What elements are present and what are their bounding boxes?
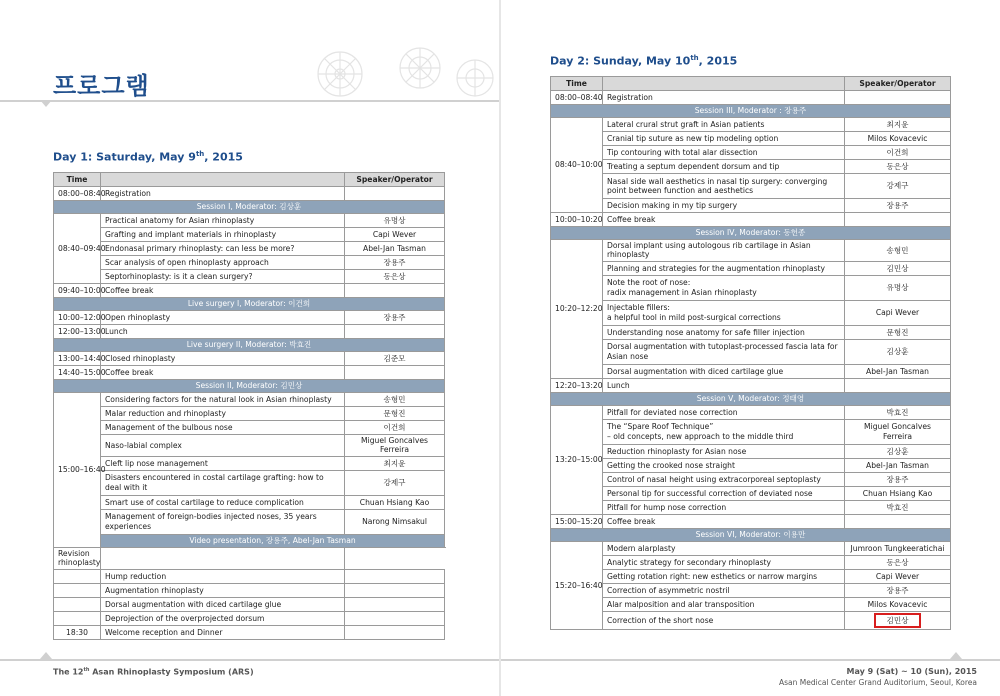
- session-label: Live surgery I, Moderator: 이건희: [54, 298, 445, 311]
- time-cell: 15:00–15:20: [551, 514, 603, 528]
- speaker-cell: 동은상: [345, 270, 445, 284]
- speaker-cell: [345, 569, 445, 583]
- speaker-cell: [345, 583, 445, 597]
- title-cell: Injectable fillers: a helpful tool in mild post-surgical corrections: [603, 300, 845, 325]
- title-cell: Lunch: [101, 325, 345, 339]
- table-row: [551, 458, 951, 472]
- title-cell: Treating a septum dependent dorsum and tip: [603, 160, 845, 174]
- speaker-cell: 장용주: [345, 256, 445, 270]
- title-cell: Endonasal primary rhinoplasty: can less be more?: [101, 242, 345, 256]
- time-cell: 15:00–16:40: [54, 393, 101, 548]
- table-row: [551, 611, 951, 629]
- speaker-cell: [845, 514, 951, 528]
- table-row: [54, 597, 445, 611]
- speaker-cell: 김민상: [845, 261, 951, 275]
- speaker-cell: [345, 625, 445, 639]
- title-cell: Nasal side wall aesthetics in nasal tip surgery: converging point between function and aesthetics: [603, 174, 845, 199]
- title-cell: Welcome reception and Dinner: [101, 625, 345, 639]
- speaker-cell: Milos Kovacevic: [845, 597, 951, 611]
- table-row: [551, 472, 951, 486]
- title-cell: Registration: [603, 91, 845, 105]
- title-cell: Correction of asymmetric nostril: [603, 583, 845, 597]
- title-cell: Understanding nose anatomy for safe filler injection: [603, 325, 845, 339]
- footer-dates: May 9 (Sat) ~ 10 (Sun), 2015: [846, 667, 977, 676]
- speaker-cell: Miguel Goncalves Ferreira: [345, 435, 445, 457]
- table-row: [54, 366, 445, 380]
- table-row: [54, 583, 445, 597]
- table-row: [551, 514, 951, 528]
- speaker-cell: 장용주: [845, 472, 951, 486]
- speaker-cell: 김상훈: [845, 339, 951, 364]
- table-row: [54, 393, 445, 407]
- table-row: [54, 611, 445, 625]
- title-cell: Analytic strategy for secondary rhinoplasty: [603, 555, 845, 569]
- title-header: [101, 173, 345, 187]
- title-cell: Management of foreign-bodies injected noses, 35 years experiences: [101, 509, 345, 534]
- title-cell: Dorsal implant using autologous rib cartilage in Asian rhinoplasty: [603, 240, 845, 262]
- table-row: [54, 495, 445, 509]
- speaker-cell: Capi Wever: [345, 228, 445, 242]
- time-header: Time: [54, 173, 101, 187]
- table-row: [54, 569, 445, 583]
- title-cell: Lunch: [603, 378, 845, 392]
- table-row: [551, 132, 951, 146]
- table-row: [551, 91, 951, 105]
- speaker-cell: Capi Wever: [845, 300, 951, 325]
- title-cell: Modern alarplasty: [603, 541, 845, 555]
- table-row: [551, 364, 951, 378]
- title-cell: Revision rhinoplasty: [54, 547, 101, 569]
- speaker-cell: Chuan Hsiang Kao: [845, 486, 951, 500]
- title-cell: Pitfall for hump nose correction: [603, 500, 845, 514]
- page-fold: [499, 0, 501, 696]
- title-cell: Open rhinoplasty: [101, 311, 345, 325]
- time-cell: [54, 597, 101, 611]
- day2-schedule-table: [550, 76, 951, 630]
- title-cell: Reduction rhinoplasty for Asian nose: [603, 444, 845, 458]
- day1-schedule-table: [53, 172, 445, 640]
- table-row: [54, 214, 445, 228]
- speaker-cell: 김상훈: [845, 444, 951, 458]
- time-cell: 10:00–10:20: [551, 213, 603, 227]
- time-cell: 18:30: [54, 625, 101, 639]
- time-cell: 09:40–10:00: [54, 284, 101, 298]
- table-row: [551, 325, 951, 339]
- title-cell: Getting the crooked nose straight: [603, 458, 845, 472]
- title-cell: Grafting and implant materials in rhinoplasty: [101, 228, 345, 242]
- speaker-cell: 장용주: [845, 199, 951, 213]
- title-cell: Coffee break: [603, 213, 845, 227]
- table-row: [54, 352, 445, 366]
- title-cell: Planning and strategies for the augmentation rhinoplasty: [603, 261, 845, 275]
- title-cell: Personal tip for successful correction of deviated nose: [603, 486, 845, 500]
- title-cell: Alar malposition and alar transposition: [603, 597, 845, 611]
- table-row: [551, 146, 951, 160]
- time-cell: 14:40–15:00: [54, 366, 101, 380]
- session-header-row: [54, 339, 445, 352]
- table-row: [551, 118, 951, 132]
- speaker-cell: [345, 611, 445, 625]
- title-cell: Septorhinoplasty: is it a clean surgery?: [101, 270, 345, 284]
- table-row: [54, 407, 445, 421]
- speaker-cell: 장용주: [345, 311, 445, 325]
- speaker-cell: [101, 547, 345, 569]
- speaker-cell: [845, 378, 951, 392]
- table-row: [54, 187, 445, 201]
- table-row: [54, 311, 445, 325]
- speaker-cell: 송형민: [845, 240, 951, 262]
- table-row: [551, 261, 951, 275]
- time-cell: 08:40–09:40: [54, 214, 101, 284]
- session-header-row: [54, 298, 445, 311]
- speaker-cell: 문형진: [845, 325, 951, 339]
- time-cell: [54, 583, 101, 597]
- speaker-cell: [345, 597, 445, 611]
- footer-symposium-name: The 12th Asan Rhinoplasty Symposium (ARS): [53, 667, 254, 677]
- time-cell: 13:20–15:00: [551, 405, 603, 514]
- speaker-cell: Milos Kovacevic: [845, 132, 951, 146]
- speaker-cell: Abel-Jan Tasman: [845, 364, 951, 378]
- title-cell: Smart use of costal cartilage to reduce complication: [101, 495, 345, 509]
- table-row: [54, 256, 445, 270]
- speaker-cell: 김준모: [345, 352, 445, 366]
- speaker-cell: [845, 213, 951, 227]
- table-row: [54, 228, 445, 242]
- table-row: [551, 174, 951, 199]
- title-header: [603, 77, 845, 91]
- speaker-cell: 강제구: [345, 470, 445, 495]
- speaker-cell: 최지윤: [345, 456, 445, 470]
- ornament-pattern-icon: [300, 44, 499, 102]
- table-row: [551, 569, 951, 583]
- time-cell: 15:20–16:40: [551, 541, 603, 629]
- title-cell: Deprojection of the overprojected dorsum: [101, 611, 345, 625]
- session-label: Session I, Moderator: 김상훈: [54, 201, 445, 214]
- title-cell: Dorsal augmentation with diced cartilage glue: [603, 364, 845, 378]
- time-cell: [54, 611, 101, 625]
- table-row: [551, 541, 951, 555]
- title-cell: Dorsal augmentation with diced cartilage glue: [101, 597, 345, 611]
- title-cell: Decision making in my tip surgery: [603, 199, 845, 213]
- speaker-cell: 동은상: [845, 555, 951, 569]
- speaker-cell: [345, 284, 445, 298]
- footer-rule-right: [501, 659, 1000, 661]
- title-cell: Management of the bulbous nose: [101, 421, 345, 435]
- speaker-cell: Abel-Jan Tasman: [345, 242, 445, 256]
- session-header-row: [54, 201, 445, 214]
- table-row: [54, 325, 445, 339]
- session-label: Session III, Moderator : 장용주: [551, 105, 951, 118]
- session-header-row: [551, 528, 951, 541]
- speaker-cell: Capi Wever: [845, 569, 951, 583]
- table-row: [551, 444, 951, 458]
- speaker-cell: Miguel Goncalves Ferreira: [845, 419, 951, 444]
- title-cell: Closed rhinoplasty: [101, 352, 345, 366]
- time-cell: 08:00–08:40: [551, 91, 603, 105]
- speaker-cell: 장용주: [845, 583, 951, 597]
- time-cell: 12:20–13:20: [551, 378, 603, 392]
- page-title: 프로그램: [53, 72, 150, 100]
- time-cell: 13:00–14:40: [54, 352, 101, 366]
- session-label: Session IV, Moderator: 동헌종: [551, 227, 951, 240]
- title-cell: Lateral crural strut graft in Asian patients: [603, 118, 845, 132]
- title-cell: Coffee break: [101, 366, 345, 380]
- title-cell: Cleft lip nose management: [101, 456, 345, 470]
- title-cell: Considering factors for the natural look in Asian rhinoplasty: [101, 393, 345, 407]
- title-cell: Cranial tip suture as new tip modeling option: [603, 132, 845, 146]
- speaker-cell: 박효진: [845, 405, 951, 419]
- title-cell: Practical anatomy for Asian rhinoplasty: [101, 214, 345, 228]
- title-cell: Coffee break: [101, 284, 345, 298]
- speaker-cell: 유명상: [345, 214, 445, 228]
- session-header-row: [551, 392, 951, 405]
- speaker-cell: 최지윤: [845, 118, 951, 132]
- session-label: Live surgery II, Moderator: 박효진: [54, 339, 445, 352]
- title-cell: Scar analysis of open rhinoplasty approach: [101, 256, 345, 270]
- footer-rule-left: [0, 659, 499, 661]
- speaker-header: Speaker/Operator: [345, 173, 445, 187]
- footer-notch-left: [40, 652, 52, 659]
- time-cell: 12:00–13:00: [54, 325, 101, 339]
- highlighted-speaker: 김민상: [874, 613, 920, 628]
- table-row: [551, 486, 951, 500]
- title-cell: Dorsal augmentation with tutoplast-processed fascia lata for Asian nose: [603, 339, 845, 364]
- table-row: [54, 547, 445, 569]
- title-cell: Note the root of nose: radix management in Asian rhinoplasty: [603, 275, 845, 300]
- speaker-cell: 송형민: [345, 393, 445, 407]
- speaker-cell: Narong Nimsakul: [345, 509, 445, 534]
- speaker-cell: 동은상: [845, 160, 951, 174]
- session-header-row: [54, 380, 445, 393]
- title-cell: Hump reduction: [101, 569, 345, 583]
- title-rule: [0, 100, 499, 102]
- title-notch: [40, 100, 52, 107]
- speaker-cell: 강제구: [845, 174, 951, 199]
- title-cell: Pitfall for deviated nose correction: [603, 405, 845, 419]
- time-cell: 08:00–08:40: [54, 187, 101, 201]
- speaker-cell: [845, 611, 951, 629]
- session-label: Session V, Moderator: 정태영: [551, 392, 951, 405]
- table-row: [551, 597, 951, 611]
- table-row: [54, 421, 445, 435]
- table-row: [54, 625, 445, 639]
- time-cell: [54, 569, 101, 583]
- table-row: [551, 240, 951, 262]
- time-cell: 10:20–12:20: [551, 240, 603, 379]
- speaker-cell: 이건희: [845, 146, 951, 160]
- table-row: [54, 456, 445, 470]
- footer-notch-right: [950, 652, 962, 659]
- day2-title: Day 2: Sunday, May 10th, 2015: [550, 54, 738, 68]
- speaker-cell: Abel-Jan Tasman: [845, 458, 951, 472]
- speaker-cell: [345, 366, 445, 380]
- time-header: Time: [551, 77, 603, 91]
- title-cell: Registration: [101, 187, 345, 201]
- speaker-cell: 유명상: [845, 275, 951, 300]
- table-row: [54, 284, 445, 298]
- title-cell: Control of nasal height using extracorporeal septoplasty: [603, 472, 845, 486]
- title-cell: Augmentation rhinoplasty: [101, 583, 345, 597]
- table-row: [551, 555, 951, 569]
- speaker-header: Speaker/Operator: [845, 77, 951, 91]
- speaker-cell: 박효진: [845, 500, 951, 514]
- session-header-row: [551, 105, 951, 118]
- speaker-cell: [345, 187, 445, 201]
- table-row: [54, 509, 445, 534]
- time-cell: 08:40–10:00: [551, 118, 603, 213]
- session-header-row: [54, 534, 445, 547]
- speaker-cell: 이건희: [345, 421, 445, 435]
- table-row: [54, 242, 445, 256]
- title-cell: Getting rotation right: new esthetics or narrow margins: [603, 569, 845, 583]
- table-row: [551, 405, 951, 419]
- session-header-row: [551, 227, 951, 240]
- table-row: [551, 583, 951, 597]
- title-cell: Disasters encountered in costal cartilage grafting: how to deal with it: [101, 470, 345, 495]
- table-row: [54, 470, 445, 495]
- session-label: Session VI, Moderator: 이용만: [551, 528, 951, 541]
- table-row: [551, 300, 951, 325]
- table-row: [551, 275, 951, 300]
- table-row: [551, 160, 951, 174]
- speaker-cell: [845, 91, 951, 105]
- speaker-cell: Jumroon Tungkeeratichai: [845, 541, 951, 555]
- footer-venue: Asan Medical Center Grand Auditorium, Seoul, Korea: [779, 678, 977, 687]
- session-label: Video presentation, 장용주, Abel-Jan Tasman: [101, 534, 445, 547]
- table-row: [551, 339, 951, 364]
- title-cell: Correction of the short nose: [603, 611, 845, 629]
- title-cell: Malar reduction and rhinoplasty: [101, 407, 345, 421]
- speaker-cell: 문형진: [345, 407, 445, 421]
- title-cell: The “Spare Roof Technique” – old concepts, new approach to the middle third: [603, 419, 845, 444]
- table-row: [54, 270, 445, 284]
- table-row: [551, 500, 951, 514]
- table-row: [551, 378, 951, 392]
- table-row: [551, 213, 951, 227]
- time-cell: 10:00–12:00: [54, 311, 101, 325]
- table-row: [54, 435, 445, 457]
- session-label: Session II, Moderator: 김민상: [54, 380, 445, 393]
- table-row: [551, 199, 951, 213]
- speaker-cell: [345, 325, 445, 339]
- title-cell: Tip contouring with total alar dissection: [603, 146, 845, 160]
- day1-title: Day 1: Saturday, May 9th, 2015: [53, 150, 243, 164]
- title-cell: Coffee break: [603, 514, 845, 528]
- speaker-cell: Chuan Hsiang Kao: [345, 495, 445, 509]
- table-row: [551, 419, 951, 444]
- title-cell: Naso-labial complex: [101, 435, 345, 457]
